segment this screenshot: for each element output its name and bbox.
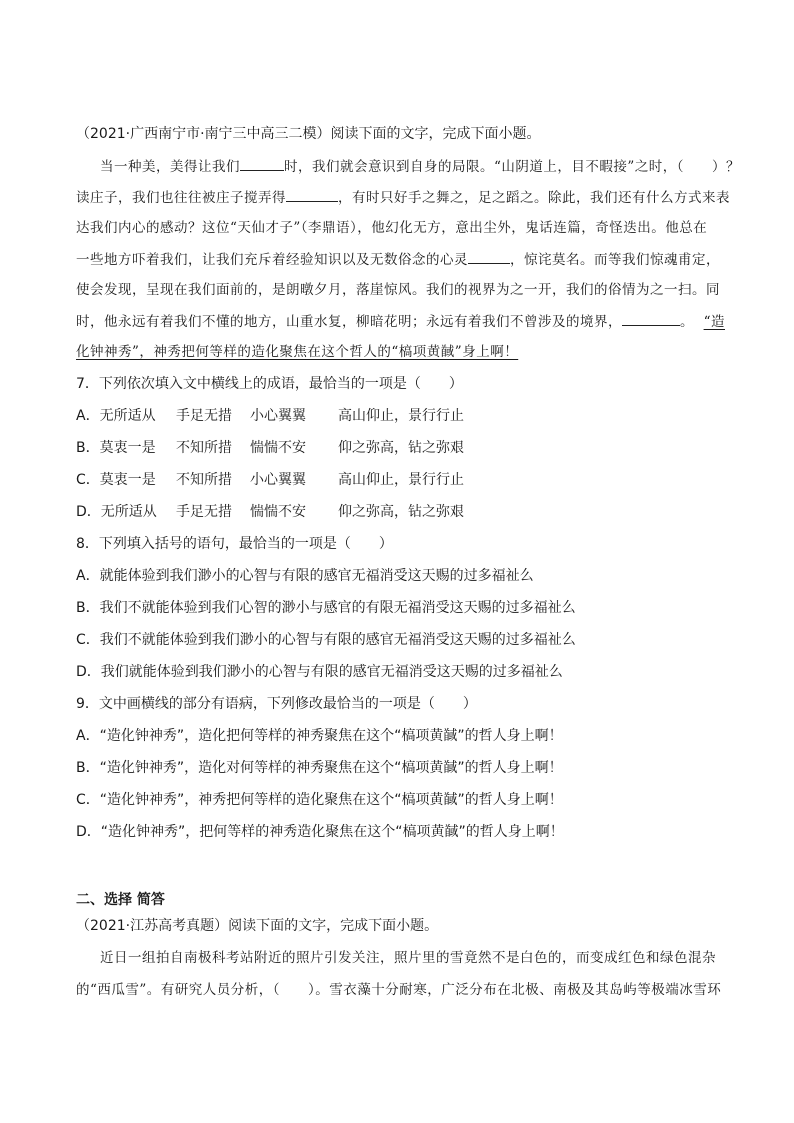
question-stem: 7．下列依次填入文中横线上的成语，最恰当的一项是（ ） bbox=[76, 376, 463, 392]
fill-blank bbox=[468, 249, 510, 264]
passage-line: 达我们内心的感动？这位“天仙才子”（李鼎语），他幻化无方，意出尘外，鬼话连篇，奇怪迭出。他总在 bbox=[76, 220, 708, 236]
fill-blank bbox=[240, 156, 284, 171]
passage-line: 读庄子，我们也往往被庄子搅弄得 ，有时只好手之舞之，足之蹈之。除此，我们还有什么方式来表 bbox=[76, 187, 730, 208]
underlined-sentence: 化钟神秀”，神秀把何等样的造化聚焦在这个哲人的“槁项黄馘”身上啊！ bbox=[76, 344, 519, 360]
passage-line: 当一种美，美得让我们 时，我们就会意识到自身的局限。“山阴道上，目不暇接”之时，（ ）？ bbox=[100, 156, 740, 177]
passage-line: 一些地方吓着我们，让我们充斥着经验知识以及无数俗念的心灵 ，惊诧莫名。而等我们惊魂甫定， bbox=[76, 249, 720, 270]
answer-option: B．“造化钟神秀”，造化对何等样的神秀聚焦在这个“槁项黄馘”的哲人身上啊！ bbox=[76, 760, 563, 776]
answer-option: B．莫衷一是 不知所措 惴惴不安 仰之弥高，钻之弥艰 bbox=[76, 440, 464, 456]
answer-option: B．我们不就能体验到我们心智的渺小与感官的有限无福消受这天赐的过多福祉么 bbox=[76, 600, 576, 616]
answer-option: D．无所适从 手足无措 惴惴不安 仰之弥高，钻之弥艰 bbox=[76, 504, 464, 520]
passage-line: 时，他永远有着我们不懂的地方，山重水复，柳暗花明；永远有着我们不曾涉及的境界， 。 “造 bbox=[76, 311, 725, 332]
answer-option: A．“造化钟神秀”，造化把何等样的神秀聚焦在这个“槁项黄馘”的哲人身上啊！ bbox=[76, 728, 563, 744]
answer-option: C．我们不就能体验到我们渺小的心智与有限的感官无福消受这天赐的过多福祉么 bbox=[76, 632, 576, 648]
passage-line: 的“西瓜雪”。有研究人员分析，（ ）。雪衣藻十分耐寒，广泛分布在北极、南极及其岛屿等极端冰雪环 bbox=[76, 982, 722, 998]
passage-line bbox=[76, 342, 518, 362]
answer-option: A．就能体验到我们渺小的心智与有限的感官无福消受这天赐的过多福祉么 bbox=[76, 568, 534, 584]
answer-option: D．“造化钟神秀”，把何等样的神秀造化聚焦在这个“槁项黄馘”的哲人身上啊！ bbox=[76, 824, 564, 840]
passage-line: 近日一组拍自南极科考站附近的照片引发关注，照片里的雪竟然不是白色的，而变成红色和绿色混杂 bbox=[100, 950, 716, 966]
section-heading: 二、选择 简答 bbox=[76, 892, 165, 908]
question-stem: 9．文中画横线的部分有语病，下列修改最恰当的一项是（ ） bbox=[76, 696, 477, 712]
answer-option: D．我们就能体验到我们渺小的心智与有限的感官无福消受这天赐的过多福祉么 bbox=[76, 664, 563, 680]
answer-option: C．“造化钟神秀”，神秀把何等样的造化聚焦在这个“槁项黄馘”的哲人身上啊！ bbox=[76, 792, 563, 808]
passage-line: 使会发现，呈现在我们面前的，是朗暾夕月，落崖惊风。我们的视界为之一开，我们的俗情为之一扫。同 bbox=[76, 282, 720, 298]
underlined-sentence: “造 bbox=[703, 314, 725, 330]
fill-blank bbox=[286, 187, 338, 202]
answer-option: A．无所适从 手足无措 小心翼翼 高山仰止，景行行止 bbox=[76, 408, 464, 424]
fill-blank bbox=[622, 311, 680, 326]
answer-option: C．莫衷一是 不知所措 小心翼翼 高山仰止，景行行止 bbox=[76, 472, 464, 488]
question-source: （2021·江苏高考真题）阅读下面的文字，完成下面小题。 bbox=[76, 918, 439, 934]
question-stem: 8．下列填入括号的语句，最恰当的一项是（ ） bbox=[76, 536, 393, 552]
question-source: （2021·广西南宁市·南宁三中高三二模）阅读下面的文字，完成下面小题。 bbox=[76, 126, 541, 142]
